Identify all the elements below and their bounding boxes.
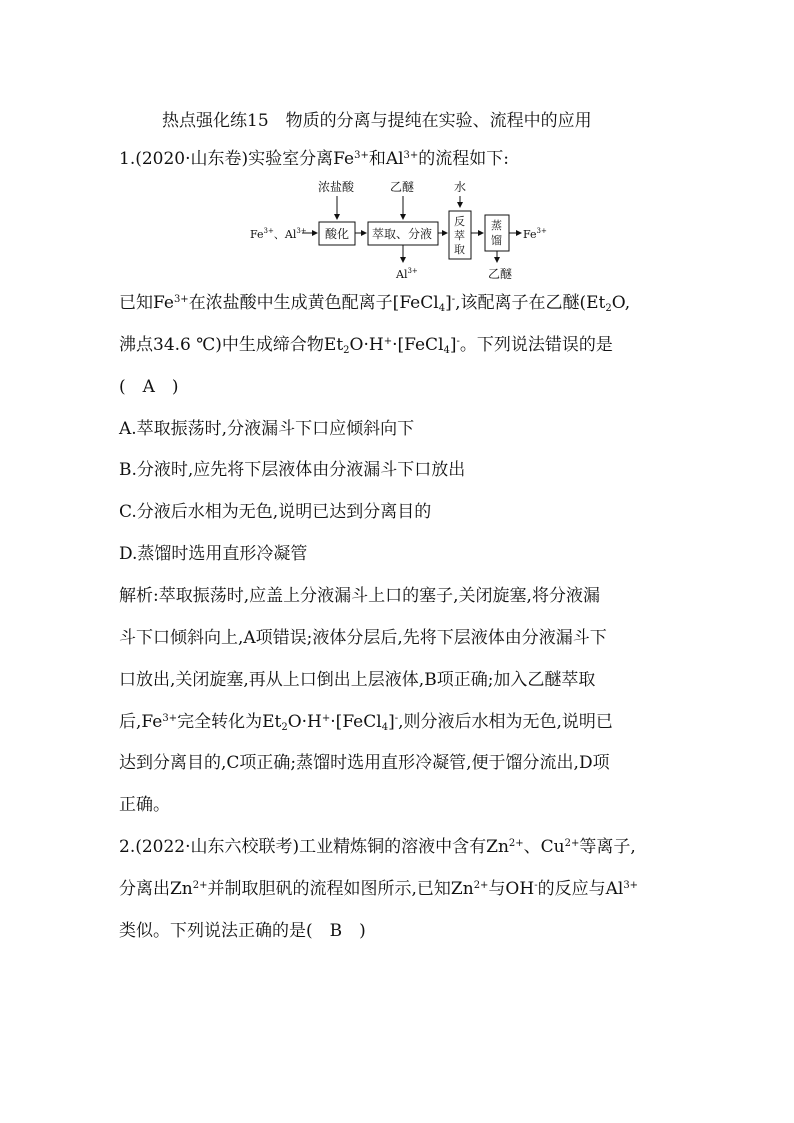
q1-option-c: C.分液后水相为无色,说明已达到分离目的 <box>119 502 432 522</box>
page-title: 热点强化练15 物质的分离与提纯在实验、流程中的应用 <box>162 111 592 131</box>
q1-analysis-line6: 正确。 <box>119 795 170 815</box>
q1-known-line2: 沸点34.6 ℃)中生成缔合物$Et_2O\cdot H^+\cdot[FeCl_4]^-$。下列说法错误的是 <box>119 335 613 356</box>
box-distill-char2: 馏 <box>491 234 502 247</box>
q1-analysis-line3: 口放出,关闭旋塞,再从上口倒出上层液体,B项正确;加入乙醚萃取 <box>119 670 596 690</box>
question-2-line1: 2.(2022·山东六校联考)工业精炼铜的溶液中含有$Zn^{2+}$、$Cu^{2+}$等离子, <box>119 837 636 857</box>
q1-answer: ( A ) <box>119 377 179 397</box>
reagent-conc-hcl: 浓盐酸 <box>318 180 355 194</box>
q1-analysis-line4: 后$,Fe^{3+}$完全转化为$Et_2O\cdot H^+\cdot[FeCl_4]^-$,则分液后水相为无色,说明已 <box>119 712 613 733</box>
flow-output-ether: 乙醚 <box>488 267 513 281</box>
q1-analysis-line5: 达到分离目的,C项正确;蒸馏时选用直形冷凝管,便于馏分流出,D项 <box>119 753 610 773</box>
box-back-extract-char3: 取 <box>454 243 465 256</box>
reagent-water: 水 <box>454 180 467 194</box>
flow-diagram <box>240 178 560 288</box>
q1-option-b: B.分液时,应先将下层液体由分液漏斗下口放出 <box>119 460 466 480</box>
reagent-ether: 乙醚 <box>390 180 415 194</box>
q1-option-d: D.蒸馏时选用直形冷凝管 <box>119 544 308 564</box>
q1-option-a: A.萃取振荡时,分液漏斗下口应倾斜向下 <box>119 419 415 439</box>
q1-analysis-line2: 斗下口倾斜向上,A项错误;液体分层后,先将下层液体由分液漏斗下 <box>119 628 607 648</box>
q1-known-line1: 已知$Fe^{3+}$在浓盐酸中生成黄色配离子[FeCl$_4$]-,该配离子在乙醚($Et_2O$, <box>119 293 631 314</box>
box-extract-label: 萃取、分液 <box>372 227 433 241</box>
q1-analysis-line1: 解析:萃取振荡时,应盖上分液漏斗上口的塞子,关闭旋塞,将分液漏 <box>119 586 600 606</box>
flow-input: $Fe^{3+}$、$Al^{3+}$ <box>250 227 307 241</box>
box-back-extract-char1: 反 <box>454 215 465 228</box>
flow-output-fe: $Fe^{3+}$ <box>523 227 547 241</box>
box-back-extract-char2: 萃 <box>454 229 465 242</box>
question-1-heading: 1.(2020·山东卷)实验室分离$Fe^{3+}$和$Al^{3+}$的流程如下: <box>119 149 510 169</box>
question-2-line2: 分离出$Zn^{2+}$并制取胆矾的流程如图所示,已知$Zn^{2+}$与OH-的反应与$Al^{3+}$ <box>119 879 639 899</box>
byproduct-al: $Al^{3+}$ <box>396 267 418 281</box>
box-distill-char1: 蒸 <box>491 219 502 232</box>
box-acidify-label: 酸化 <box>325 227 350 241</box>
question-2-line3: 类似。下列说法正确的是( B ) <box>119 921 366 941</box>
